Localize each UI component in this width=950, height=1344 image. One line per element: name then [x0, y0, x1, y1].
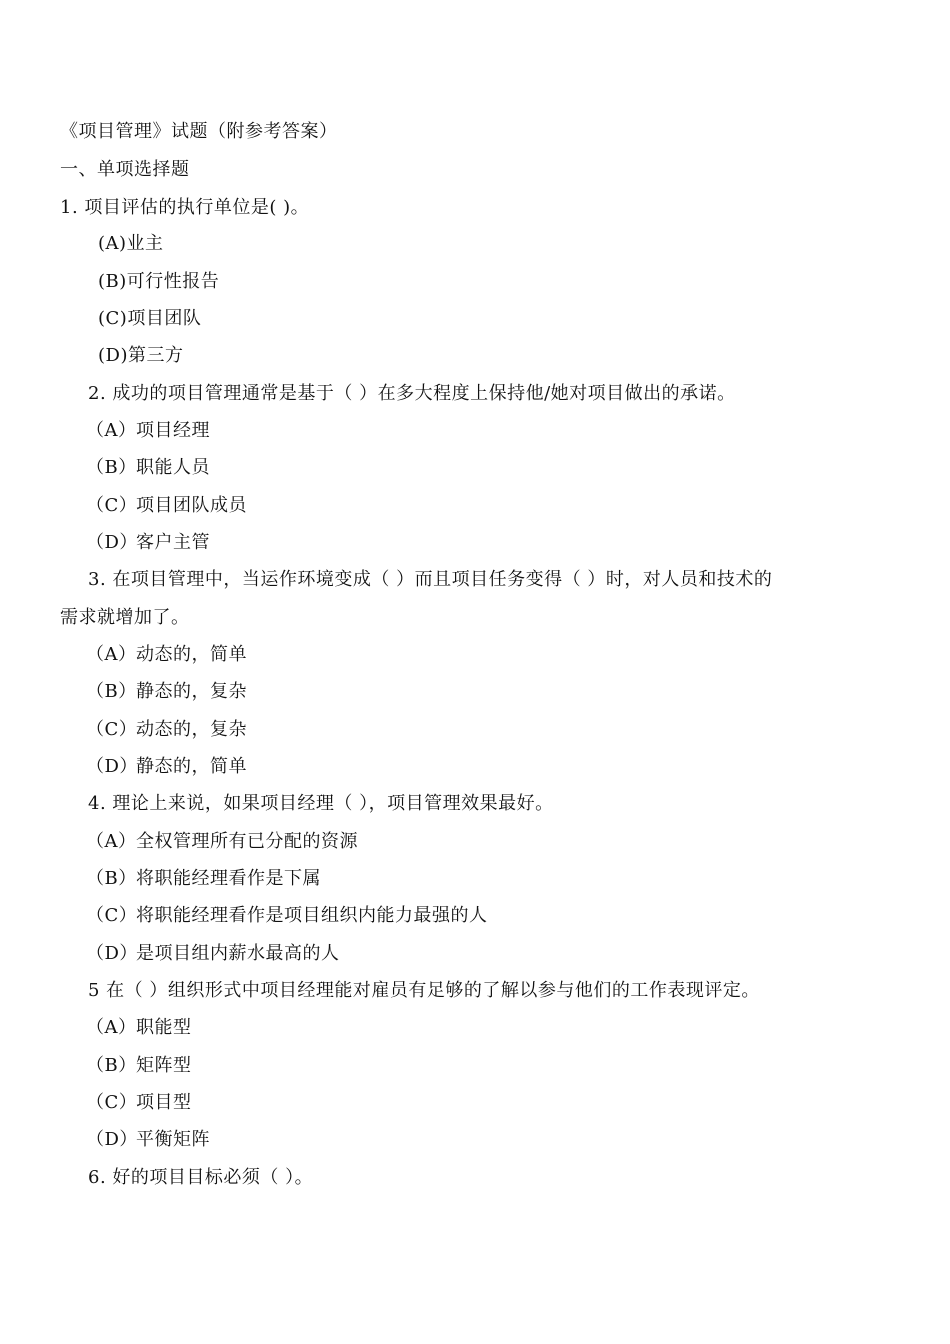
option-letter: （A）: [86, 831, 137, 852]
question-3-option-c: [86, 718, 247, 742]
option-text: 静态的，简单: [136, 756, 247, 777]
option-text: 客户主管: [136, 532, 210, 553]
option-text: 矩阵型: [136, 1055, 192, 1076]
option-letter: （C）: [86, 1092, 138, 1113]
question-1-option-b: (B)可行性报告: [98, 271, 220, 292]
question-3-option-b: [86, 680, 247, 704]
option-letter: （C）: [86, 905, 138, 926]
option-letter: （C）: [86, 719, 138, 740]
option-text: 职能型: [136, 1017, 192, 1038]
option-text: 项目团队成员: [136, 495, 247, 516]
question-2-option-d: [86, 531, 210, 555]
question-5-option-c: [86, 1091, 192, 1115]
question-3-stem: 3. 在项目管理中，当运作环境变成（ ）而且项目任务变得（ ）时，对人员和技术的: [88, 569, 773, 590]
option-letter: （B）: [86, 1055, 137, 1076]
question-2-option-a: [86, 419, 210, 443]
option-text: 将职能经理看作是项目组织内能力最强的人: [136, 905, 488, 926]
question-4-option-b: [86, 867, 321, 891]
question-3-option-d: [86, 755, 247, 779]
option-letter: （B）: [86, 681, 137, 702]
question-2-stem: 2. 成功的项目管理通常是基于（ ）在多大程度上保持他/她对项目做出的承诺。: [88, 383, 736, 404]
option-letter: （A）: [86, 1017, 137, 1038]
question-2-option-c: [86, 494, 247, 518]
option-letter: （B）: [86, 868, 137, 889]
option-letter: （D）: [86, 532, 138, 553]
option-letter: （A）: [86, 644, 137, 665]
question-4-option-d: [86, 942, 340, 966]
question-1-option-c: (C)项目团队: [98, 308, 202, 329]
question-5-stem: 5 在（ ）组织形式中项目经理能对雇员有足够的了解以参与他们的工作表现评定。: [88, 980, 760, 1001]
question-3-stem-continued: 需求就增加了。: [60, 607, 190, 628]
section-heading: 一、单项选择题: [60, 159, 190, 180]
question-5-option-b: [86, 1054, 192, 1078]
option-text: 动态的，复杂: [136, 719, 247, 740]
option-letter: （C）: [86, 495, 138, 516]
option-text: 项目经理: [136, 420, 210, 441]
question-4-stem: 4. 理论上来说，如果项目经理（ ），项目管理效果最好。: [88, 793, 554, 814]
question-6-stem: 6. 好的项目目标必须（ ）。: [88, 1167, 314, 1188]
question-4-option-c: [86, 904, 488, 928]
option-text: 将职能经理看作是下属: [136, 868, 321, 889]
question-1-stem: 1. 项目评估的执行单位是( )。: [60, 197, 310, 218]
option-text: 静态的，复杂: [136, 681, 247, 702]
document-title: 《项目管理》试题（附参考答案）: [60, 121, 338, 142]
option-letter: （A）: [86, 420, 137, 441]
question-1-option-a: (A)业主: [98, 233, 164, 254]
option-text: 是项目组内薪水最高的人: [136, 943, 340, 964]
option-letter: （D）: [86, 1129, 138, 1150]
option-text: 职能人员: [136, 457, 210, 478]
option-letter: （D）: [86, 756, 138, 777]
question-3-option-a: [86, 643, 247, 667]
question-5-option-a: [86, 1016, 192, 1040]
option-text: 动态的，简单: [136, 644, 247, 665]
question-1-option-d: (D)第三方: [98, 345, 184, 366]
option-letter: （D）: [86, 943, 138, 964]
option-text: 项目型: [136, 1092, 192, 1113]
question-5-option-d: [86, 1128, 210, 1152]
option-text: 平衡矩阵: [136, 1129, 210, 1150]
option-text: 全权管理所有已分配的资源: [136, 831, 358, 852]
question-2-option-b: [86, 456, 210, 480]
question-4-option-a: [86, 830, 358, 854]
option-letter: （B）: [86, 457, 137, 478]
